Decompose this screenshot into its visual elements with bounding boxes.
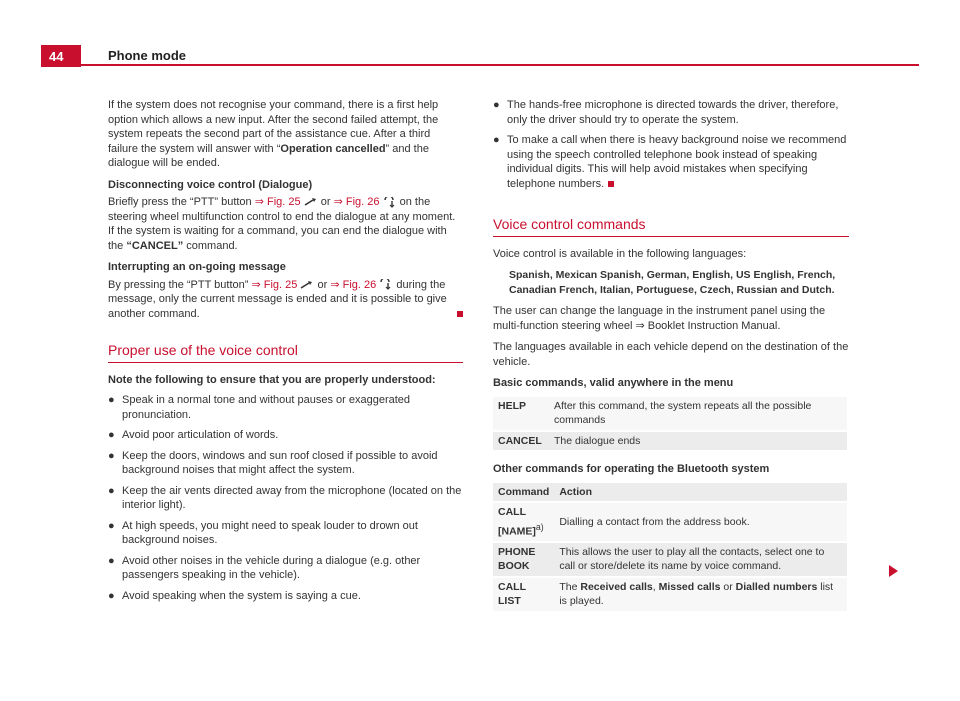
ptt-steering-icon [300, 280, 314, 290]
header-divider [81, 64, 919, 66]
basic-commands-table [493, 395, 847, 453]
interrupt-paragraph: By pressing the “PTT button” ⇒ Fig. 25 or ⇒ Fig. 26 during the message, only the current message is ended and it is possible to give another command. [108, 278, 463, 322]
interrupt-heading: Interrupting an on-going message [108, 261, 286, 273]
other-commands-heading: Other commands for operating the Bluetooth system [493, 463, 770, 475]
list-item: ● Keep the air vents directed away from the microphone (located on the interior light). [108, 484, 462, 511]
section-title-proper-use: Proper use of the voice control [108, 343, 463, 363]
page-title: Phone mode [108, 48, 187, 63]
fig-25-link[interactable]: ⇒ Fig. 25 [254, 196, 301, 208]
list-item: ● To make a call when there is heavy background noise we recommend using the speech controlled telephone book instead of speaking individual digits. This will help avoid mistakes when specifying telephone numbers. [493, 134, 847, 190]
section-title-voice-commands: Voice control commands [493, 217, 849, 237]
ptt-wheel-icon [379, 279, 393, 290]
disconnect-paragraph: Briefly press the “PTT” button ⇒ Fig. 25 or ⇒ Fig. 26 on the steering wheel multifunction control to end the dialogue at any moment. If the system is waiting for a command, you can end the dialogue with the “CANCEL” command. [108, 196, 456, 252]
list-item: ● Speak in a normal tone and without pauses or exaggerated pronunciation. [108, 394, 411, 421]
ptt-wheel-icon [383, 197, 397, 208]
continue-arrow-icon [889, 563, 898, 577]
fig-25-link[interactable]: ⇒ Fig. 25 [251, 278, 298, 291]
list-item: ● At high speeds, you might need to speak louder to drown out background noises. [108, 519, 418, 546]
fig-26-link[interactable]: ⇒ Fig. 26 [330, 278, 377, 291]
list-item: ● Keep the doors, windows and sun roof closed if possible to avoid background noises that might affect the system. [108, 449, 438, 476]
note-heading: Note the following to ensure that you are properly understood: [108, 373, 436, 386]
list-item: ● Avoid speaking when the system is saying a cue. [108, 589, 361, 602]
page-number: 44 [41, 45, 81, 67]
intro-paragraph: If the system does not recognise your command, there is a first help option which allows a new input. After the second failed attempt, the system repeats the second part of the assistance cue. After a third failure the system will answer with “Operation cancelled” and the dialogue will be ended. [108, 99, 439, 169]
tips-list [108, 393, 463, 603]
right-column [493, 98, 849, 620]
table-row: PHONE BOOK This allows the user to play all the contacts, select one to call or store/delete its name by voice command. [493, 543, 847, 576]
table-row: CALL [NAME]$^{a)}$ Dialling a contact from the address book. [493, 503, 847, 541]
table-row: CALL LIST The Received calls, Missed calls or Dialled numbers list is played. [493, 578, 847, 611]
table-row: HELP After this command, the system repeats all the possible commands [493, 397, 847, 430]
fig-26-link[interactable]: ⇒ Fig. 26 [333, 196, 380, 208]
ptt-steering-icon [304, 197, 318, 207]
section-end-icon [457, 311, 463, 317]
change-language-paragraph: The user can change the language in the instrument panel using the multi-function steering wheel ⇒ Booklet Instruction Manual. [493, 305, 826, 332]
table-row: CANCEL The dialogue ends [493, 432, 847, 451]
section-end-icon [608, 181, 614, 187]
left-column [108, 98, 463, 609]
disconnect-heading: Disconnecting voice control (Dialogue) [108, 178, 313, 191]
availability-paragraph: The languages available in each vehicle depend on the destination of the vehicle. [493, 341, 849, 368]
list-item: ● The hands-free microphone is directed towards the driver, therefore, only the driver should try to operate the system. [493, 99, 839, 126]
list-item: ● Avoid other noises in the vehicle during a dialogue (e.g. other passengers speaking in the vehicle). [108, 554, 421, 581]
table-header-row: Command Action [493, 483, 847, 502]
bluetooth-commands-table [493, 481, 847, 613]
languages-intro: Voice control is available in the following languages: [493, 247, 747, 260]
list-item: ● Avoid poor articulation of words. [108, 429, 279, 441]
basic-commands-heading: Basic commands, valid anywhere in the menu [493, 377, 734, 389]
languages-list: Spanish, Mexican Spanish, German, English, US English, French, Canadian French, Italian, Portuguese, Czech, Russian and Dutch. [509, 269, 836, 296]
